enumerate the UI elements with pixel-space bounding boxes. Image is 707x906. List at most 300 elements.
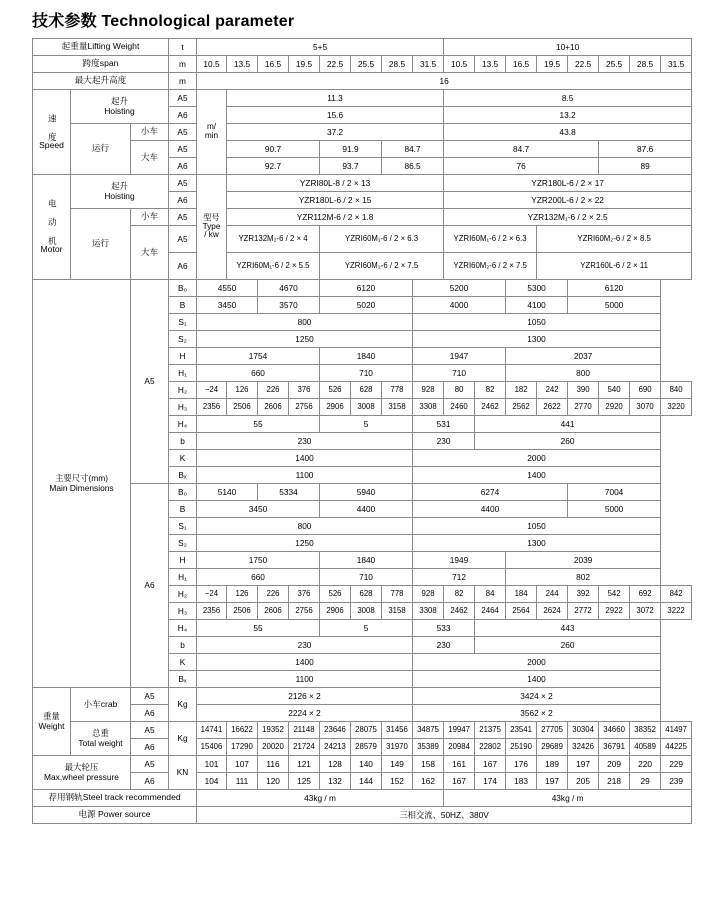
dim-a5-B0-4: 5300 bbox=[506, 280, 568, 297]
dim-cell: 390 bbox=[568, 382, 599, 399]
dim-a6-tag: A6 bbox=[131, 484, 169, 688]
weight-cell: 31456 bbox=[382, 722, 413, 739]
capacity-group-1: 10+10 bbox=[444, 39, 692, 56]
dim-a5-S1-0: 800 bbox=[197, 314, 413, 331]
dim-cell: 2356 bbox=[197, 399, 227, 416]
motor-hoist-a6-1: YZR200L-6 / 2 × 22 bbox=[444, 192, 692, 209]
row-lifting-weight bbox=[33, 39, 707, 56]
weight-cell: 44225 bbox=[661, 739, 692, 756]
weight-cell: 28075 bbox=[351, 722, 382, 739]
capacity-group-0: 5+5 bbox=[197, 39, 444, 56]
dim-a6-b-1: 230 bbox=[413, 637, 475, 654]
span-label: 跨度span bbox=[33, 56, 169, 73]
wheel-cell: 144 bbox=[351, 773, 382, 790]
span-cell: 16.5 bbox=[506, 56, 537, 73]
span-cell: 31.5 bbox=[661, 56, 692, 73]
dim-a6-H-2: 1949 bbox=[413, 552, 506, 569]
dim-cell: 526 bbox=[320, 382, 351, 399]
row-dim-a5-B0 bbox=[33, 280, 707, 297]
span-cell: 19.5 bbox=[289, 56, 320, 73]
span-cell: 10.5 bbox=[197, 56, 227, 73]
dim-cell: 80 bbox=[444, 382, 475, 399]
wheel-cell: 158 bbox=[413, 756, 444, 773]
weight-crab-unit: Kg bbox=[169, 688, 197, 722]
dim-cell: 2920 bbox=[599, 399, 630, 416]
weight-cell: 20020 bbox=[258, 739, 289, 756]
dim-cell: 778 bbox=[382, 586, 413, 603]
wheel-cell: 167 bbox=[475, 756, 506, 773]
dim-cell: 84 bbox=[475, 586, 506, 603]
dim-a6-K-0: 1400 bbox=[197, 654, 413, 671]
dim-a5-Bx-1: 1400 bbox=[413, 467, 661, 484]
wheel-pressure-label: 最大轮压 Max.wheel pressure bbox=[33, 756, 131, 790]
weight-total-unit: Kg bbox=[169, 722, 197, 756]
motor-crane-a6-2: YZRI60M₂-6 / 2 × 7.5 bbox=[444, 253, 537, 280]
dim-cell: 3072 bbox=[630, 603, 661, 620]
dim-a5-S1-label: S₁ bbox=[169, 314, 197, 331]
dim-a6-Bx-label: Bₓ bbox=[169, 671, 197, 688]
wheel-cell: 197 bbox=[568, 756, 599, 773]
span-cell: 22.5 bbox=[568, 56, 599, 73]
dim-cell: 82 bbox=[475, 382, 506, 399]
dim-a5-tag: A5 bbox=[131, 280, 169, 484]
motor-crab-a5-1: YZR132M₁-6 / 2 × 2.5 bbox=[444, 209, 692, 226]
dim-cell: −24 bbox=[197, 382, 227, 399]
dim-a6-b-0: 230 bbox=[197, 637, 413, 654]
weight-cell: 22802 bbox=[475, 739, 506, 756]
dim-cell: 242 bbox=[537, 382, 568, 399]
span-cell: 28.5 bbox=[630, 56, 661, 73]
weight-crab-a6-tag: A6 bbox=[131, 705, 169, 722]
dim-cell: −24 bbox=[197, 586, 227, 603]
dim-cell: 3220 bbox=[661, 399, 692, 416]
speed-hoist-a5-tag: A5 bbox=[169, 90, 197, 107]
dim-a6-K-label: K bbox=[169, 654, 197, 671]
span-cell: 22.5 bbox=[320, 56, 351, 73]
wheel-cell: 209 bbox=[599, 756, 630, 773]
weight-cell: 14741 bbox=[197, 722, 227, 739]
power-source-label: 电源 Power source bbox=[33, 807, 197, 824]
dim-a5-B-4: 4100 bbox=[506, 297, 568, 314]
dim-cell: 2622 bbox=[537, 399, 568, 416]
weight-cell: 17290 bbox=[227, 739, 258, 756]
lifting-weight-unit: t bbox=[169, 39, 197, 56]
dim-cell: 2772 bbox=[568, 603, 599, 620]
span-cell: 13.5 bbox=[227, 56, 258, 73]
motor-crane-a6-tag: A6 bbox=[169, 253, 197, 280]
motor-crane-a5-0: YZR132M₂-6 / 2 × 4 bbox=[227, 226, 320, 253]
dim-a6-B0-2: 5940 bbox=[320, 484, 413, 501]
dim-cell: 126 bbox=[227, 586, 258, 603]
wheel-pressure-unit: KN bbox=[169, 756, 197, 790]
dim-a5-B0-0: 4550 bbox=[197, 280, 258, 297]
dim-a5-H4-label: H₄ bbox=[169, 416, 197, 433]
dim-a6-B-1: 4400 bbox=[320, 501, 413, 518]
row-wheel-pressure-a5 bbox=[33, 756, 707, 773]
dim-cell: 182 bbox=[506, 382, 537, 399]
dim-cell: 3158 bbox=[382, 399, 413, 416]
motor-crane-a6-3: YZR160L-6 / 2 × 11 bbox=[537, 253, 692, 280]
speed-hoisting-label: 起升 Hoisting bbox=[71, 90, 169, 124]
dim-a5-H4-2: 531 bbox=[413, 416, 475, 433]
dim-a6-b-2: 260 bbox=[475, 637, 661, 654]
speed-crane-a5-4: 87.6 bbox=[599, 141, 692, 158]
weight-section-label: 重量 Weight bbox=[33, 688, 71, 756]
wheel-cell: 128 bbox=[320, 756, 351, 773]
dim-a5-b-1: 230 bbox=[413, 433, 475, 450]
wheel-cell: 132 bbox=[320, 773, 351, 790]
weight-total-a5-tag: A5 bbox=[131, 722, 169, 739]
wheel-cell: 218 bbox=[599, 773, 630, 790]
dim-a5-H-0: 1754 bbox=[197, 348, 320, 365]
dim-a5-b-label: b bbox=[169, 433, 197, 450]
dim-cell: 628 bbox=[351, 382, 382, 399]
speed-crane-a5-3: 84.7 bbox=[444, 141, 599, 158]
motor-hoist-a5-0: YZRI80L-8 / 2 × 13 bbox=[227, 175, 444, 192]
dim-a6-H-0: 1750 bbox=[197, 552, 320, 569]
speed-crane-a6-4: 89 bbox=[599, 158, 692, 175]
dim-cell: 2564 bbox=[506, 603, 537, 620]
motor-crane-a5-tag: A5 bbox=[169, 226, 197, 253]
speed-crane-a6-tag: A6 bbox=[169, 158, 197, 175]
weight-crab-label: 小车crab bbox=[71, 688, 131, 722]
motor-type-unit: 型号 Type / kw bbox=[197, 175, 227, 280]
speed-crane-label: 大车 bbox=[131, 141, 169, 175]
speed-crane-a6-0: 92.7 bbox=[227, 158, 320, 175]
wheel-cell: 229 bbox=[661, 756, 692, 773]
speed-crane-a5-2: 84.7 bbox=[382, 141, 444, 158]
span-cell: 10.5 bbox=[444, 56, 475, 73]
row-speed-hoist-a5 bbox=[33, 90, 707, 107]
motor-crab-label: 小车 bbox=[131, 209, 169, 226]
dim-cell: 3008 bbox=[351, 603, 382, 620]
dim-a5-H1-3: 800 bbox=[506, 365, 661, 382]
wheel-cell: 189 bbox=[537, 756, 568, 773]
page-title: 技术参数 Technological parameter bbox=[32, 13, 295, 30]
dim-cell: 3070 bbox=[630, 399, 661, 416]
dim-a6-H1-0: 660 bbox=[197, 569, 320, 586]
max-height-label: 最大起升高度 bbox=[33, 73, 169, 90]
dim-a5-B0-label: B₀ bbox=[169, 280, 197, 297]
dim-a5-H-3: 2037 bbox=[506, 348, 661, 365]
motor-label-cn: 电 动 机 bbox=[47, 199, 58, 246]
max-height-unit: m bbox=[169, 73, 197, 90]
weight-total-label: 总重 Total weight bbox=[71, 722, 131, 756]
dim-cell: 2506 bbox=[227, 603, 258, 620]
wheel-cell: 176 bbox=[506, 756, 537, 773]
speed-crane-a6-2: 86.5 bbox=[382, 158, 444, 175]
steel-track-1: 43kg / m bbox=[444, 790, 692, 807]
dim-a5-H4-1: 5 bbox=[320, 416, 413, 433]
steel-track-label: 荐用钢轨Steel track recommended bbox=[33, 790, 197, 807]
speed-hoist-a6-tag: A6 bbox=[169, 107, 197, 124]
row-motor-crane-a5 bbox=[33, 226, 707, 253]
dim-a6-H3-label: H₃ bbox=[169, 603, 197, 620]
dim-cell: 778 bbox=[382, 382, 413, 399]
dim-a5-b-2: 260 bbox=[475, 433, 661, 450]
dim-a6-B0-1: 5334 bbox=[258, 484, 320, 501]
dim-a5-B-label: B bbox=[169, 297, 197, 314]
dim-a6-H1-1: 710 bbox=[320, 569, 413, 586]
weight-cell: 32426 bbox=[568, 739, 599, 756]
dim-a5-H4-3: 441 bbox=[475, 416, 661, 433]
span-cell: 19.5 bbox=[537, 56, 568, 73]
dim-a5-K-1: 2000 bbox=[413, 450, 661, 467]
dim-cell: 690 bbox=[630, 382, 661, 399]
speed-label-cn: 速 度 bbox=[47, 113, 58, 141]
power-source-value: 三相交流、50HZ、380V bbox=[197, 807, 692, 824]
weight-cell: 25190 bbox=[506, 739, 537, 756]
wheel-pressure-a6-tag: A6 bbox=[131, 773, 169, 790]
dim-a6-H-label: H bbox=[169, 552, 197, 569]
dim-cell: 2506 bbox=[227, 399, 258, 416]
dim-a5-H2-label: H₂ bbox=[169, 382, 197, 399]
wheel-cell: 101 bbox=[197, 756, 227, 773]
dim-a5-H1-0: 660 bbox=[197, 365, 320, 382]
dim-a5-H4-0: 55 bbox=[197, 416, 320, 433]
dim-a6-B0-4: 7004 bbox=[568, 484, 661, 501]
weight-cell: 21375 bbox=[475, 722, 506, 739]
dim-cell: 2562 bbox=[506, 399, 537, 416]
wheel-cell: 120 bbox=[258, 773, 289, 790]
row-speed-crab-a5 bbox=[33, 124, 707, 141]
weight-cell: 40589 bbox=[630, 739, 661, 756]
weight-cell: 34875 bbox=[413, 722, 444, 739]
wheel-cell: 197 bbox=[537, 773, 568, 790]
wheel-cell: 125 bbox=[289, 773, 320, 790]
weight-cell: 27705 bbox=[537, 722, 568, 739]
dim-a6-S2-1: 1300 bbox=[413, 535, 661, 552]
dim-cell: 2922 bbox=[599, 603, 630, 620]
dim-a5-B0-2: 6120 bbox=[320, 280, 413, 297]
dim-a6-B0-label: B₀ bbox=[169, 484, 197, 501]
dim-cell: 392 bbox=[568, 586, 599, 603]
wheel-cell: 29 bbox=[630, 773, 661, 790]
dim-cell: 126 bbox=[227, 382, 258, 399]
row-weight-crab-a5 bbox=[33, 688, 707, 705]
dim-a6-H1-2: 712 bbox=[413, 569, 506, 586]
row-steel-track bbox=[33, 790, 707, 807]
dim-cell: 184 bbox=[506, 586, 537, 603]
dim-cell: 2460 bbox=[444, 399, 475, 416]
weight-cell: 24213 bbox=[320, 739, 351, 756]
dim-cell: 376 bbox=[289, 586, 320, 603]
weight-cell: 29689 bbox=[537, 739, 568, 756]
dimensions-section-label: 主要尺寸(mm) Main Dimensions bbox=[33, 280, 131, 688]
weight-crab-a5-tag: A5 bbox=[131, 688, 169, 705]
motor-crane-a6-1: YZRI60M₂-6 / 2 × 7.5 bbox=[320, 253, 444, 280]
dim-a6-S2-0: 1250 bbox=[197, 535, 413, 552]
dim-cell: 3008 bbox=[351, 399, 382, 416]
max-height-value: 16 bbox=[197, 73, 692, 90]
span-cell: 13.5 bbox=[475, 56, 506, 73]
dim-a5-b-0: 230 bbox=[197, 433, 413, 450]
speed-crab-label: 小车 bbox=[131, 124, 169, 141]
dim-cell: 542 bbox=[599, 586, 630, 603]
row-wheel-pressure-a6 bbox=[33, 773, 707, 790]
weight-cell: 34660 bbox=[599, 722, 630, 739]
dim-a6-B-0: 3450 bbox=[197, 501, 320, 518]
wheel-cell: 174 bbox=[475, 773, 506, 790]
motor-hoist-a5-1: YZR180L-6 / 2 × 17 bbox=[444, 175, 692, 192]
motor-crab-a5-0: YZR112M-6 / 2 × 1.8 bbox=[227, 209, 444, 226]
motor-running-label: 运行 bbox=[71, 209, 131, 280]
speed-crane-a5-0: 90.7 bbox=[227, 141, 320, 158]
dim-cell: 3308 bbox=[413, 603, 444, 620]
dim-a5-B0-3: 5200 bbox=[413, 280, 506, 297]
dim-cell: 2462 bbox=[475, 399, 506, 416]
dim-a5-B-3: 4000 bbox=[413, 297, 506, 314]
dim-a6-H-3: 2039 bbox=[506, 552, 661, 569]
dim-cell: 2770 bbox=[568, 399, 599, 416]
dim-a5-B-1: 3570 bbox=[258, 297, 320, 314]
dim-a6-Bx-1: 1400 bbox=[413, 671, 661, 688]
weight-cell: 38352 bbox=[630, 722, 661, 739]
motor-hoisting-label: 起升 Hoisting bbox=[71, 175, 169, 209]
span-cell: 25.5 bbox=[599, 56, 630, 73]
weight-cell: 31970 bbox=[382, 739, 413, 756]
dim-a5-B-5: 5000 bbox=[568, 297, 661, 314]
motor-hoist-a6-tag: A6 bbox=[169, 192, 197, 209]
dim-cell: 82 bbox=[444, 586, 475, 603]
technical-parameter-table bbox=[32, 38, 707, 824]
dim-a6-S1-1: 1050 bbox=[413, 518, 661, 535]
wheel-cell: 162 bbox=[413, 773, 444, 790]
wheel-cell: 152 bbox=[382, 773, 413, 790]
dim-a5-S1-1: 1050 bbox=[413, 314, 661, 331]
weight-cell: 15406 bbox=[197, 739, 227, 756]
motor-hoist-a5-tag: A5 bbox=[169, 175, 197, 192]
dim-a6-B0-0: 5140 bbox=[197, 484, 258, 501]
motor-crab-a5-tag: A5 bbox=[169, 209, 197, 226]
weight-cell: 23646 bbox=[320, 722, 351, 739]
dim-cell: 2356 bbox=[197, 603, 227, 620]
dim-a5-S2-1: 1300 bbox=[413, 331, 661, 348]
span-cell: 25.5 bbox=[351, 56, 382, 73]
dim-a5-B-0: 3450 bbox=[197, 297, 258, 314]
wheel-cell: 161 bbox=[444, 756, 475, 773]
dim-a5-H1-1: 710 bbox=[320, 365, 413, 382]
speed-unit: m/ min bbox=[197, 90, 227, 175]
wheel-cell: 167 bbox=[444, 773, 475, 790]
row-weight-crab-a6 bbox=[33, 705, 707, 722]
motor-section-label bbox=[33, 175, 71, 280]
speed-section-label bbox=[33, 90, 71, 175]
row-max-height bbox=[33, 73, 707, 90]
speed-crane-a6-3: 76 bbox=[444, 158, 599, 175]
weight-crab-a6-1: 3562 × 2 bbox=[413, 705, 661, 722]
speed-hoist-a6-1: 13.2 bbox=[444, 107, 692, 124]
dim-cell: 842 bbox=[661, 586, 692, 603]
dim-a5-H1-2: 710 bbox=[413, 365, 506, 382]
weight-cell: 41497 bbox=[661, 722, 692, 739]
weight-cell: 19947 bbox=[444, 722, 475, 739]
wheel-cell: 220 bbox=[630, 756, 661, 773]
dim-a6-S1-0: 800 bbox=[197, 518, 413, 535]
dim-a5-H-2: 1947 bbox=[413, 348, 506, 365]
lifting-weight-label: 起重量Lifting Weight bbox=[33, 39, 169, 56]
dim-cell: 2606 bbox=[258, 603, 289, 620]
span-cell: 16.5 bbox=[258, 56, 289, 73]
dim-a6-H4-1: 5 bbox=[320, 620, 413, 637]
dim-a6-B-label: B bbox=[169, 501, 197, 518]
dim-a6-H4-3: 443 bbox=[475, 620, 661, 637]
wheel-cell: 205 bbox=[568, 773, 599, 790]
weight-cell: 20984 bbox=[444, 739, 475, 756]
dim-a5-H3-label: H₃ bbox=[169, 399, 197, 416]
motor-crane-label: 大车 bbox=[131, 226, 169, 280]
dim-cell: 628 bbox=[351, 586, 382, 603]
wheel-cell: 239 bbox=[661, 773, 692, 790]
weight-cell: 16622 bbox=[227, 722, 258, 739]
wheel-cell: 111 bbox=[227, 773, 258, 790]
wheel-cell: 121 bbox=[289, 756, 320, 773]
span-cell: 28.5 bbox=[382, 56, 413, 73]
row-weight-total-a6 bbox=[33, 739, 707, 756]
dim-a5-B-2: 5020 bbox=[320, 297, 413, 314]
dim-a5-K-label: K bbox=[169, 450, 197, 467]
weight-cell: 28579 bbox=[351, 739, 382, 756]
dim-a5-S2-label: S₂ bbox=[169, 331, 197, 348]
dim-cell: 3222 bbox=[661, 603, 692, 620]
dim-cell: 2756 bbox=[289, 399, 320, 416]
speed-crane-a6-1: 93.7 bbox=[320, 158, 382, 175]
speed-running-label: 运行 bbox=[71, 124, 131, 175]
dim-cell: 2462 bbox=[444, 603, 475, 620]
dim-cell: 692 bbox=[630, 586, 661, 603]
dim-a5-H-label: H bbox=[169, 348, 197, 365]
motor-crane-a6-0: YZRI60M₁-6 / 2 × 5.5 bbox=[227, 253, 320, 280]
dim-a6-H4-label: H₄ bbox=[169, 620, 197, 637]
dim-cell: 244 bbox=[537, 586, 568, 603]
dim-cell: 3308 bbox=[413, 399, 444, 416]
dim-a6-H1-label: H₁ bbox=[169, 569, 197, 586]
wheel-cell: 107 bbox=[227, 756, 258, 773]
dim-cell: 2906 bbox=[320, 603, 351, 620]
dim-a6-H-1: 1840 bbox=[320, 552, 413, 569]
weight-cell: 21148 bbox=[289, 722, 320, 739]
span-unit: m bbox=[169, 56, 197, 73]
dim-a5-B0-1: 4670 bbox=[258, 280, 320, 297]
row-motor-crab-a5 bbox=[33, 209, 707, 226]
dim-a6-b-label: b bbox=[169, 637, 197, 654]
dim-cell: 540 bbox=[599, 382, 630, 399]
wheel-cell: 104 bbox=[197, 773, 227, 790]
speed-hoist-a6-0: 15.6 bbox=[227, 107, 444, 124]
dim-a6-H1-3: 802 bbox=[506, 569, 661, 586]
dim-cell: 2756 bbox=[289, 603, 320, 620]
dim-cell: 928 bbox=[413, 382, 444, 399]
dim-cell: 376 bbox=[289, 382, 320, 399]
row-motor-hoist-a5 bbox=[33, 175, 707, 192]
dim-cell: 3158 bbox=[382, 603, 413, 620]
motor-label-en: Motor bbox=[40, 244, 63, 255]
motor-crane-a5-2: YZRI60M₁-6 / 2 × 6.3 bbox=[444, 226, 537, 253]
weight-crab-a5-0: 2126 × 2 bbox=[197, 688, 413, 705]
row-span bbox=[33, 56, 707, 73]
dim-a6-H4-0: 55 bbox=[197, 620, 320, 637]
dim-cell: 2606 bbox=[258, 399, 289, 416]
weight-crab-a5-1: 3424 × 2 bbox=[413, 688, 661, 705]
dim-cell: 2624 bbox=[537, 603, 568, 620]
row-speed-crane-a5 bbox=[33, 141, 707, 158]
span-cell: 31.5 bbox=[413, 56, 444, 73]
dim-cell: 840 bbox=[661, 382, 692, 399]
dim-cell: 2906 bbox=[320, 399, 351, 416]
row-weight-total-a5 bbox=[33, 722, 707, 739]
weight-cell: 21724 bbox=[289, 739, 320, 756]
dim-a6-K-1: 2000 bbox=[413, 654, 661, 671]
